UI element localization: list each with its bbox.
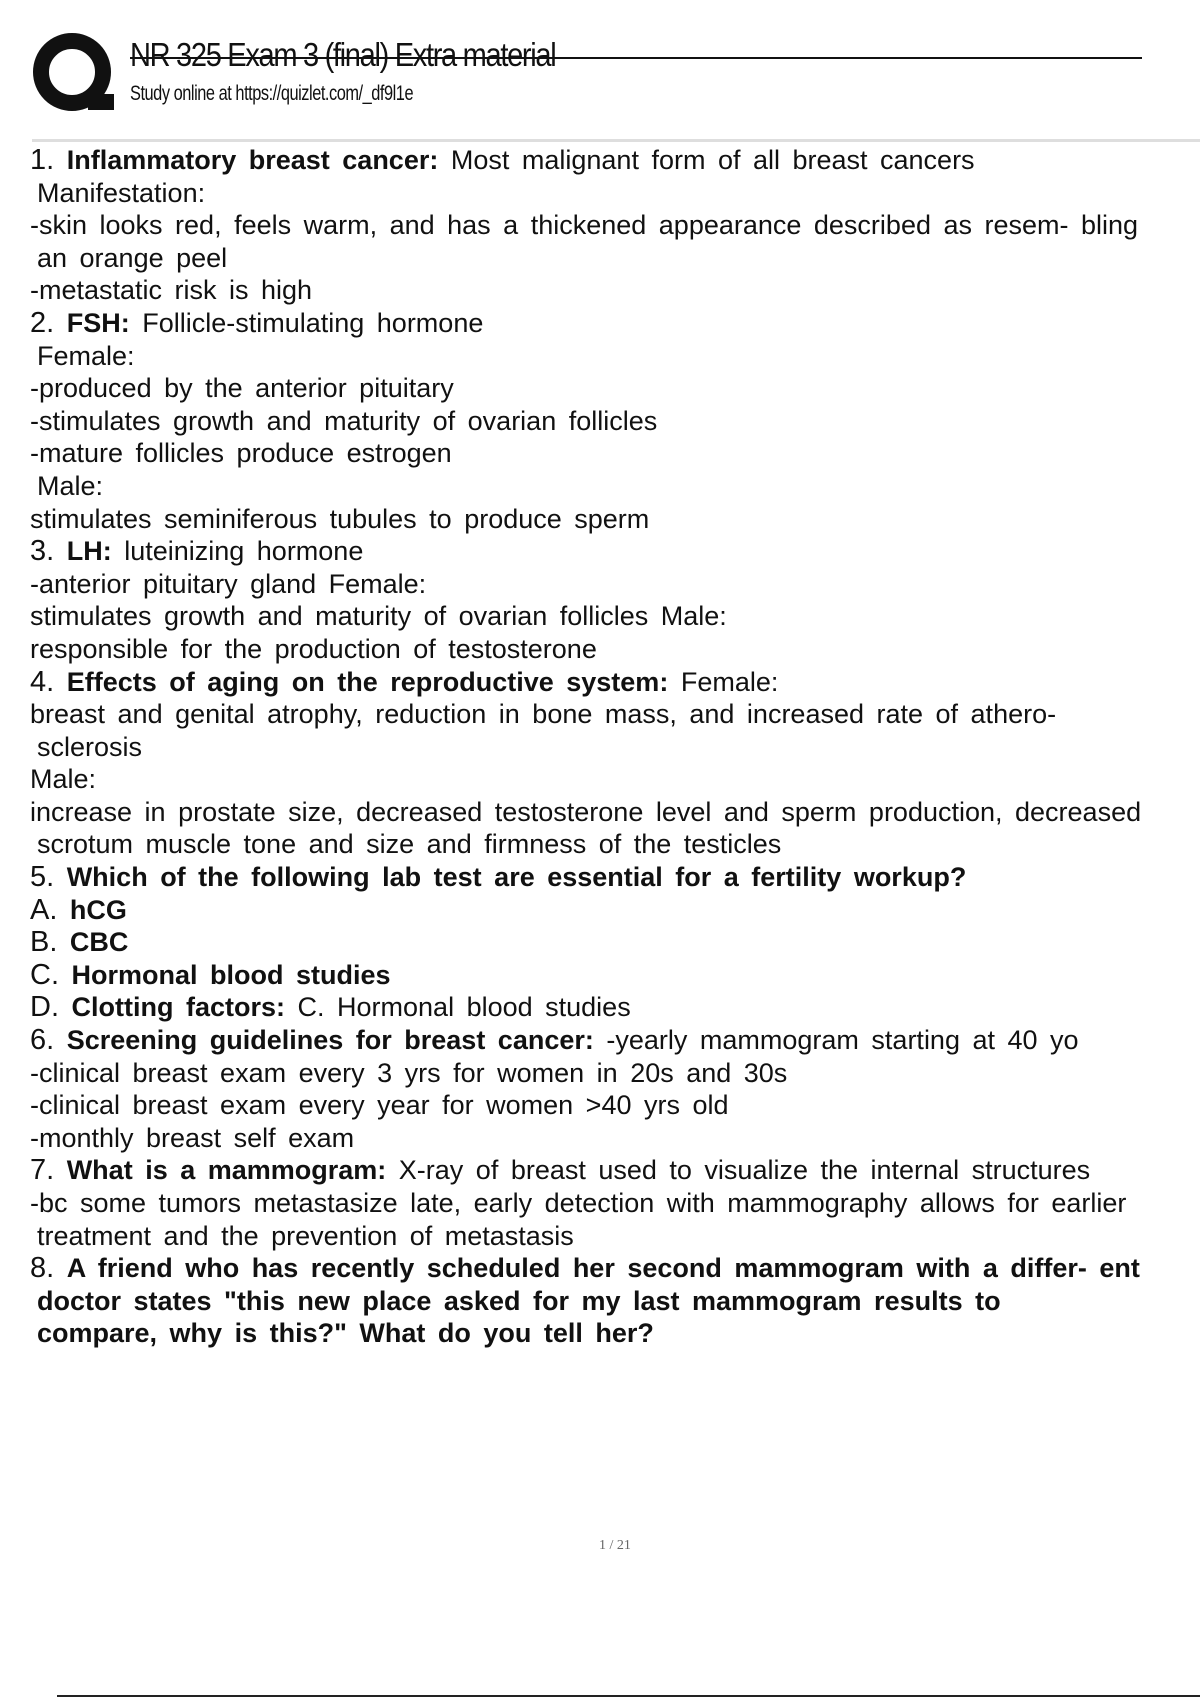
card-4-line: increase in prostate size, decreased testosterone level and sperm production, decreased — [30, 796, 1142, 827]
card-5-option: A. hCG — [30, 893, 127, 926]
card-2-line: -produced by the anterior pituitary — [30, 373, 454, 404]
card-5-option: B. CBC — [30, 926, 129, 959]
card-2-heading: 2. FSH: Follicle-stimulating hormone — [30, 306, 484, 339]
page-number: 1 / 21 — [599, 1538, 631, 1553]
card-8-term: A friend who has recently scheduled her second mammogram with a differ- ent — [66, 1253, 1140, 1284]
card-6-line: -clinical breast exam every year for women >40 yrs old — [30, 1090, 729, 1121]
footer-divider — [57, 1695, 1200, 1697]
document-title: NR 325 Exam 3 (final) Extra material — [130, 36, 556, 73]
card-1-line: -skin looks red, feels warm, and has a thickened appearance described as resem- bling — [30, 210, 1139, 241]
card-4-heading: 4. Effects of aging on the reproductive system: Female: — [30, 665, 779, 698]
document-subtitle: Study online at https://quizlet.com/_df9l1e — [130, 82, 414, 105]
card-6-line: -clinical breast exam every 3 yrs for women in 20s and 30s — [30, 1057, 788, 1088]
card-7-line: treatment and the prevention of metastasis — [37, 1220, 574, 1251]
card-2-line: Male: — [37, 470, 104, 501]
card-4-line: breast and genital atrophy, reduction in bone mass, and increased rate of athero- — [30, 699, 1057, 730]
card-5-term: Which of the following lab test are essential for a fertility workup? — [66, 862, 967, 893]
card-7-definition: X-ray of breast used to visualize the internal structures — [398, 1155, 1091, 1186]
card-4-term: Effects of aging on the reproductive system: — [66, 666, 669, 697]
card-6-line: -monthly breast self exam — [30, 1122, 355, 1153]
card-5-option: D. Clotting factors: C. Hormonal blood studies — [30, 991, 631, 1024]
card-8-heading: 8. A friend who has recently scheduled her second mammogram with a differ- ent — [30, 1252, 1140, 1285]
card-6-heading: 6. Screening guidelines for breast cancer: -yearly mammogram starting at 40 yo — [30, 1024, 1079, 1057]
card-2-definition: Follicle-stimulating hormone — [142, 307, 484, 338]
card-2-line: stimulates seminiferous tubules to produce sperm — [30, 503, 650, 534]
card-1-definition: Most malignant form of all breast cancers — [450, 145, 975, 175]
card-2-line: -stimulates growth and maturity of ovarian follicles — [30, 405, 658, 436]
card-1-line: -metastatic risk is high — [30, 275, 313, 306]
card-8-term-line: compare, why is this?" What do you tell her? — [37, 1318, 654, 1349]
card-3-term: LH: — [66, 536, 112, 567]
flashcard-list — [30, 144, 1200, 1350]
card-7-heading: 7. What is a mammogram: X-ray of breast used to visualize the internal structures — [30, 1154, 1091, 1187]
card-2-line: Female: — [37, 340, 135, 371]
card-1-line: Manifestation: — [37, 177, 206, 208]
header-divider — [32, 139, 1200, 142]
card-5-heading: 5. Which of the following lab test are essential for a fertility workup? — [30, 861, 967, 894]
card-7-line: -bc some tumors metastasize late, early detection with mammography allows for earlier — [30, 1188, 1127, 1218]
card-4-definition: Female: — [680, 666, 779, 697]
card-1-line: an orange peel — [37, 242, 228, 273]
card-2-line: -mature follicles produce estrogen — [30, 438, 452, 469]
card-3-line: responsible for the production of testosterone — [30, 633, 597, 664]
card-5-answer: C. Hormonal blood studies — [297, 992, 631, 1023]
card-3-definition: luteinizing hormone — [124, 536, 364, 567]
card-8-term-line: doctor states "this new place asked for my last mammogram results to — [37, 1285, 1001, 1316]
card-4-line: sclerosis — [37, 731, 143, 762]
card-7-term: What is a mammogram: — [66, 1155, 387, 1186]
card-6-definition: -yearly mammogram starting at 40 yo — [606, 1025, 1079, 1056]
quizlet-q-logo-icon — [32, 32, 114, 114]
card-6-term: Screening guidelines for breast cancer: — [66, 1025, 594, 1056]
card-4-line: scrotum muscle tone and size and firmness of the testicles — [37, 829, 782, 860]
card-4-line: Male: — [30, 764, 97, 795]
card-3-line: -anterior pituitary gland Female: — [30, 568, 427, 599]
card-3-line: stimulates growth and maturity of ovarian follicles Male: — [30, 601, 727, 632]
card-1-term: Inflammatory breast cancer: — [66, 145, 439, 175]
card-2-term: FSH: — [66, 307, 130, 338]
card-3-heading: 3. LH: luteinizing hormone — [30, 535, 364, 568]
card-1-heading: 1. Inflammatory breast cancer: Most malignant form of all breast cancers — [30, 144, 975, 176]
card-5-option: C. Hormonal blood studies — [30, 958, 391, 991]
